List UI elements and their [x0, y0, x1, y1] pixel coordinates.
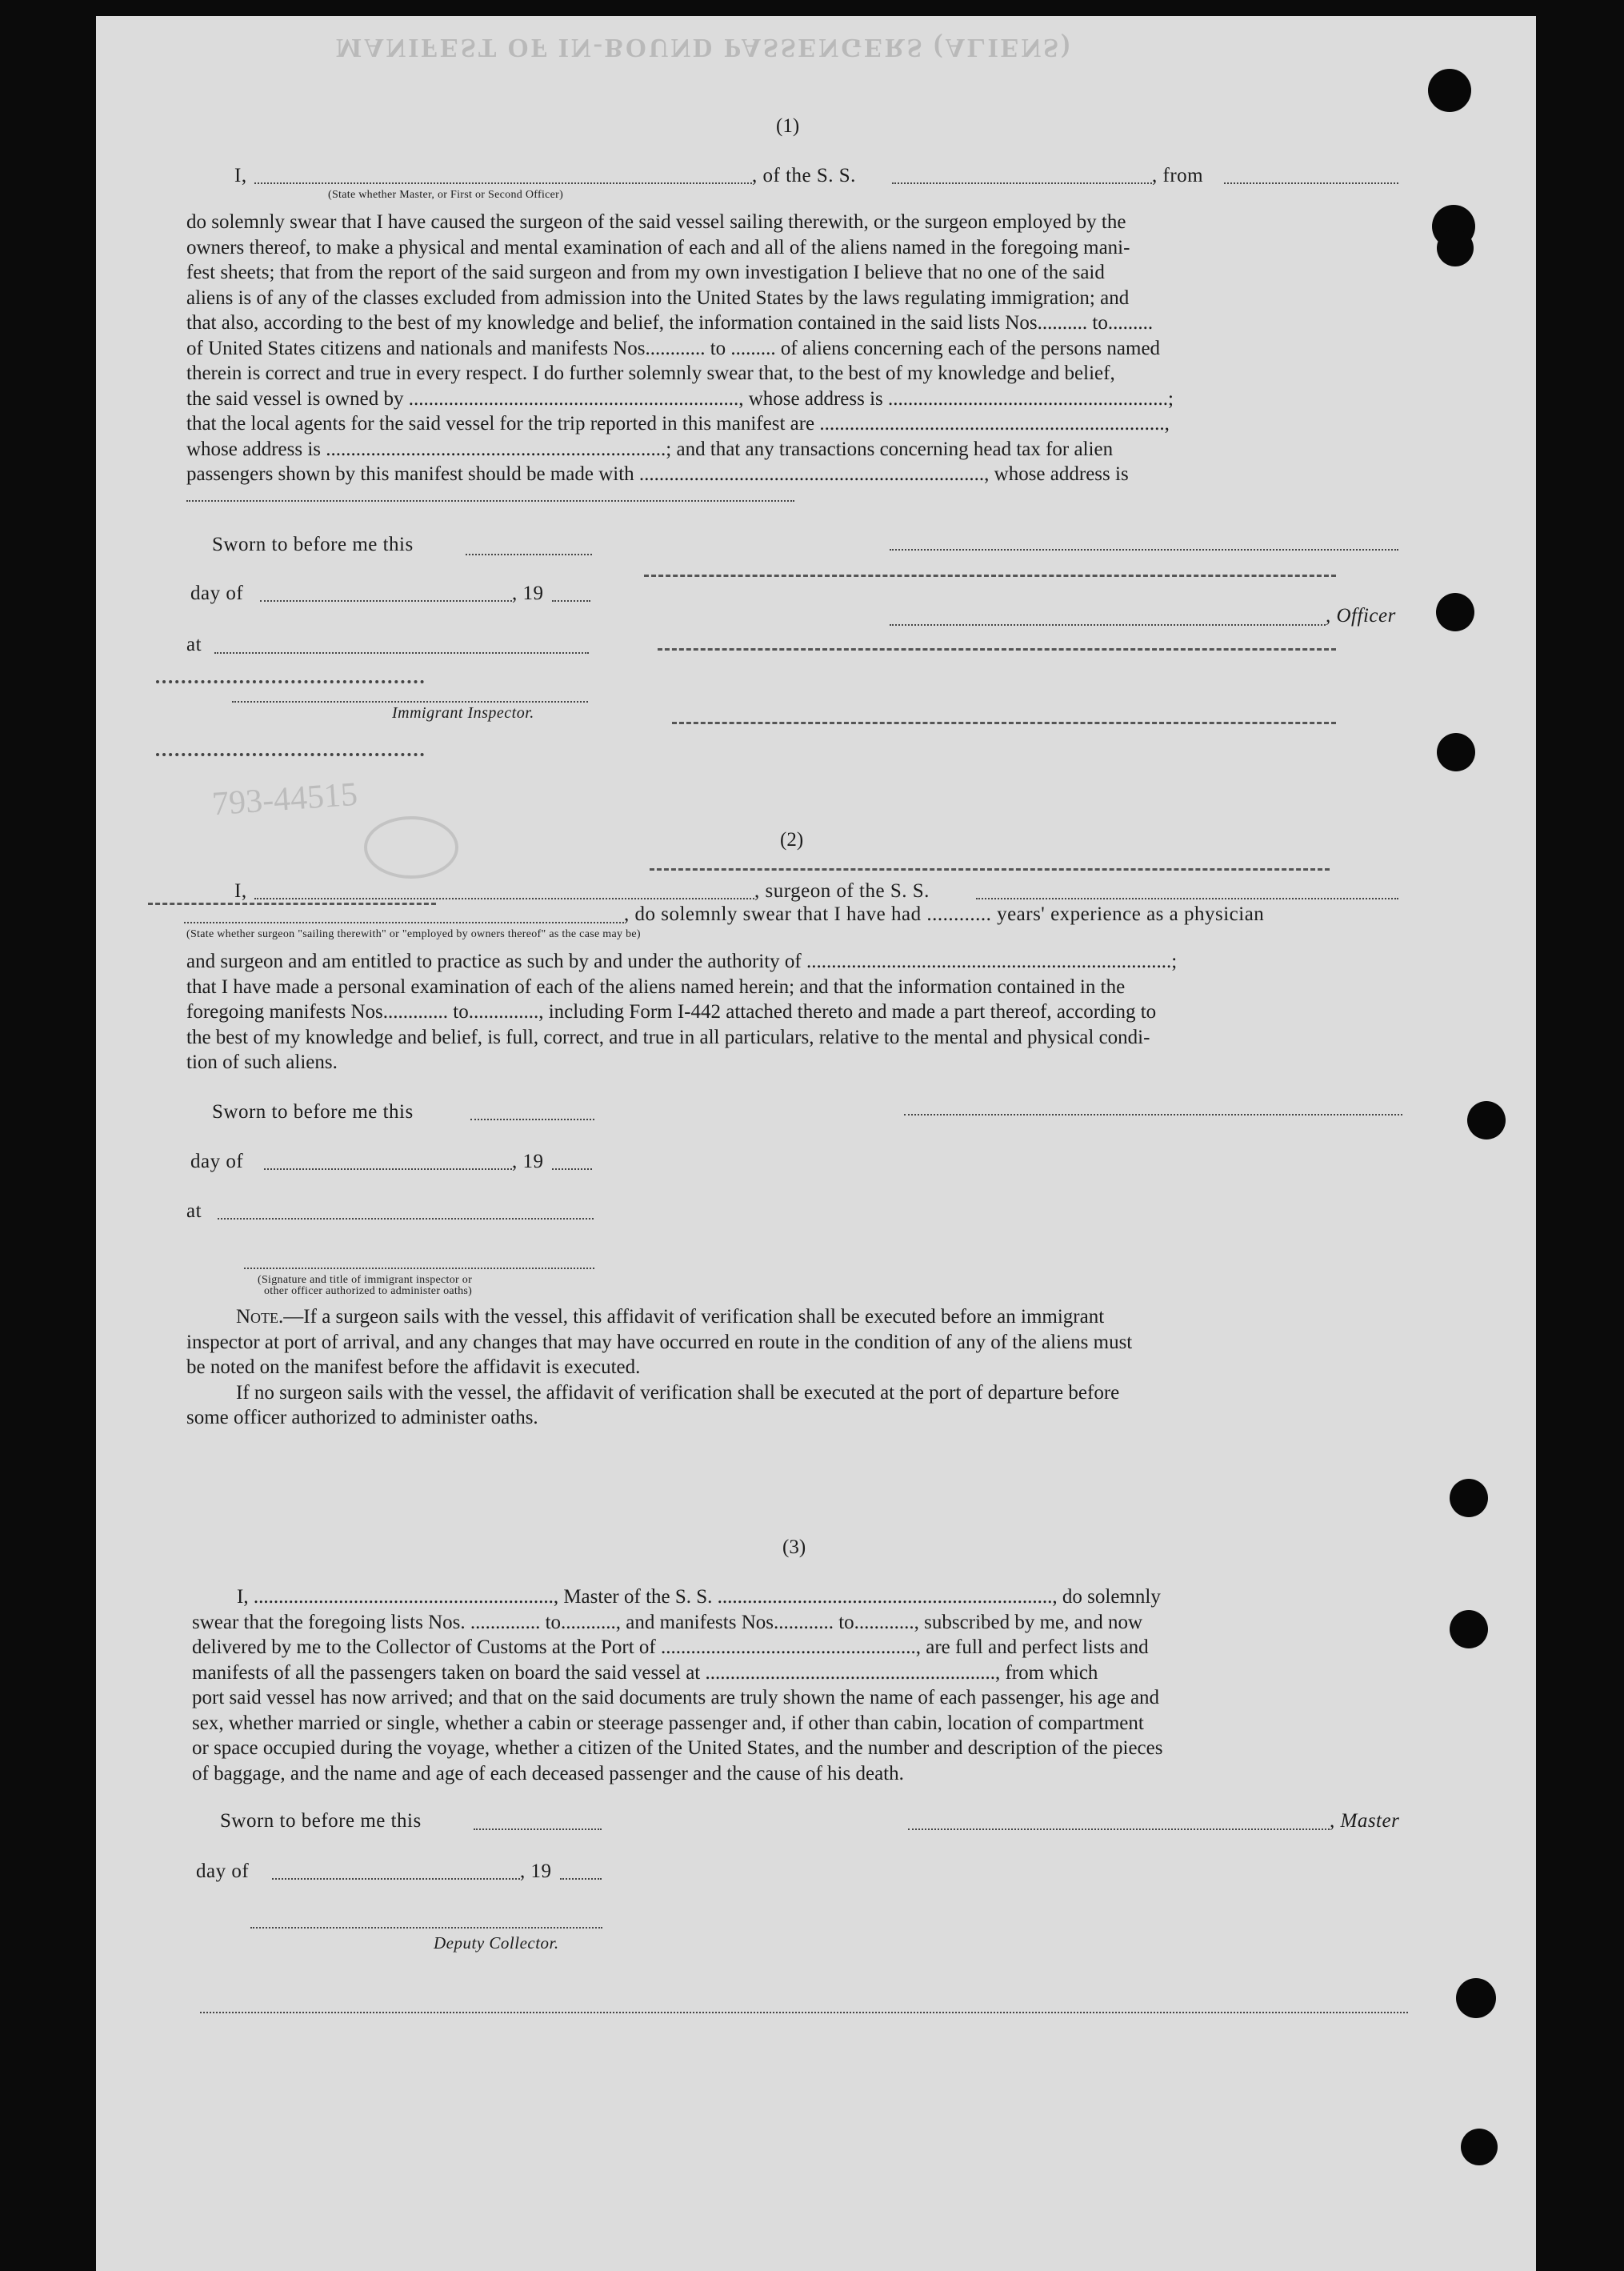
s1-at-blank[interactable] — [214, 652, 589, 654]
text-line: aliens is of any of the classes excluded from admission into the United States by the laws regulating immigration; and — [186, 286, 1130, 309]
text-line: some officer authorized to administer oaths. — [186, 1407, 538, 1428]
text-line: that also, according to the best of my knowledge and belief, the information contained in the said lists Nos.......... to......... — [186, 312, 1154, 334]
s2-day-of: day of — [190, 1151, 244, 1172]
text-line: owners thereof, to make a physical and mental examination of each and all of the aliens named in the foregoing mani- — [186, 236, 1130, 258]
text-line: foregoing manifests Nos............. to.............., including Form I-442 attached thereto and made a part thereof, according to — [186, 1001, 1157, 1023]
text-line: of United States citizens and nationals and manifests Nos............ to ......... of aliens concerning each of the persons named — [186, 337, 1161, 359]
s2-vessel-blank[interactable] — [976, 898, 1398, 899]
s2-line2: , do solemnly swear that I have had ............ years' experience as a physician — [624, 903, 1265, 925]
s3-deputy-signature-blank[interactable] — [250, 1927, 602, 1929]
note-label: Note. — [236, 1306, 284, 1328]
s2-dash-line — [650, 868, 1330, 871]
s1-inspector-label: Immigrant Inspector. — [392, 704, 534, 722]
text-line: of baggage, and the name and age of each deceased passenger and the cause of his death. — [192, 1762, 904, 1784]
s1-year-blank[interactable] — [552, 600, 590, 602]
s2-signature-blank[interactable] — [904, 1114, 1402, 1115]
s1-vessel-blank[interactable] — [892, 182, 1152, 184]
s1-signature-blank[interactable] — [890, 549, 1398, 551]
s1-from-blank[interactable] — [1224, 182, 1398, 184]
s3-deputy-label: Deputy Collector. — [434, 1933, 559, 1953]
s3-master-label: , Master — [1330, 1810, 1400, 1832]
text-line: that the local agents for the said vessel for the trip reported in this manifest are ....................................................................., — [186, 413, 1170, 435]
s2-i: I, — [234, 880, 247, 902]
punch-hole — [1450, 1610, 1488, 1648]
text-line: tion of such aliens. — [186, 1051, 338, 1073]
s1-officer-blank[interactable] — [890, 624, 1326, 626]
s1-day-of: day of — [190, 583, 244, 604]
s2-sworn: Sworn to before me this — [212, 1101, 414, 1123]
punch-hole — [1428, 69, 1471, 112]
text-line: the said vessel is owned by .................................................................., whose address is ........................................................; — [186, 387, 1174, 410]
bleed-through-stamp: 793-44515 — [210, 775, 359, 823]
s1-officer-label: , Officer — [1326, 605, 1396, 627]
s2-dash-line — [148, 903, 436, 905]
s1-at: at — [186, 634, 202, 655]
text-line: passengers shown by this manifest should be made with ....................................................................., whose address is — [186, 463, 1129, 485]
s1-address-blank[interactable] — [186, 500, 794, 502]
s2-year-blank[interactable] — [552, 1168, 592, 1170]
s2-surgeon-name-blank[interactable] — [254, 898, 754, 899]
s1-from: , from — [1152, 165, 1204, 186]
punch-hole — [1436, 593, 1474, 631]
s1-i: I, — [234, 165, 247, 186]
bleed-through-header: MANIFEST OF IN-BOUND PASSENGERS (ALIENS) — [336, 33, 1073, 62]
s3-year-blank[interactable] — [560, 1878, 602, 1880]
punch-hole — [1467, 1101, 1506, 1140]
s1-day-blank[interactable] — [260, 600, 512, 602]
bleed-through-circle — [364, 816, 458, 879]
s2-surgeon-of: , surgeon of the S. S. — [754, 880, 930, 902]
s1-officer-name-blank[interactable] — [254, 182, 752, 184]
s1-sworn-blank[interactable] — [466, 554, 592, 555]
s2-note — [186, 1304, 1404, 1431]
s3-sworn-blank[interactable] — [474, 1828, 602, 1830]
text-line: If no surgeon sails with the vessel, the affidavit of verification shall be executed at the port of departure before — [236, 1381, 1120, 1404]
punch-hole — [1456, 1978, 1496, 2018]
text-line: the best of my knowledge and belief, is full, correct, and true in all particulars, relative to the mental and physical condi- — [186, 1026, 1150, 1048]
text-line: I, ............................................................, Master of the S. S. ..................................................................., do solemnly — [237, 1586, 1161, 1608]
s1-year: , 19 — [512, 583, 544, 604]
punch-hole — [1450, 1479, 1488, 1517]
s2-surgeon-status-blank[interactable] — [184, 922, 624, 923]
text-line: therein is correct and true in every respect. I do further solemnly swear that, to the best of my knowledge and belief, — [186, 362, 1115, 384]
note-first-line — [186, 1304, 1404, 1330]
s1-dash-line — [658, 648, 1336, 651]
s3-master-blank[interactable] — [908, 1828, 1330, 1830]
note-dash: — — [283, 1306, 304, 1328]
text-line: If a surgeon sails with the vessel, this affidavit of verification shall be executed before an immigrant — [303, 1306, 1105, 1328]
s3-day-of: day of — [196, 1860, 250, 1882]
text-line: do solemnly swear that I have caused the surgeon of the said vessel sailing therewith, or the surgeon employed by the — [186, 211, 1126, 233]
s2-status-note: (State whether surgeon "sailing therewith" or "employed by owners thereof" as the case may be) — [186, 928, 641, 940]
s1-officer-note: (State whether Master, or First or Second Officer) — [328, 189, 564, 201]
s2-day-blank[interactable] — [264, 1168, 512, 1170]
text-line: whose address is ....................................................................; and that any transactions concerning head tax for alien — [186, 438, 1114, 460]
section-1-number: (1) — [776, 115, 800, 137]
s1-of-ss: , of the S. S. — [752, 165, 856, 186]
text-line: sex, whether married or single, whether a cabin or steerage passenger and, if other than cabin, location of compartment — [192, 1712, 1144, 1734]
punch-hole — [1461, 2129, 1498, 2165]
text-line: and surgeon and am entitled to practice as such by and under the authority of .........................................................................; — [186, 951, 1178, 972]
s1-dash-line — [644, 575, 1336, 577]
text-line: that I have made a personal examination of each of the aliens named herein; and that the information contained in the — [186, 975, 1126, 998]
s3-paragraph — [192, 1584, 1408, 1786]
s2-signature-note-1: (Signature and title of immigrant inspector or — [258, 1274, 473, 1286]
punch-hole — [1437, 733, 1475, 771]
s2-signature-note-2: other officer authorized to administer oaths) — [264, 1285, 473, 1297]
section-3-number: (3) — [782, 1536, 806, 1558]
punch-hole — [1437, 230, 1474, 266]
s1-dash-line — [672, 722, 1336, 724]
s2-at-blank[interactable] — [218, 1218, 594, 1220]
s3-day-blank[interactable] — [272, 1878, 520, 1880]
text-line: inspector at port of arrival, and any changes that may have occurred en route in the condition of any of the aliens must — [186, 1331, 1133, 1353]
s1-inspector-blank[interactable] — [232, 701, 588, 703]
text-line: or space occupied during the voyage, whether a citizen of the United States, and the number and description of the pieces — [192, 1737, 1163, 1759]
text-line: fest sheets; that from the report of the said surgeon and from my own investigation I believe that no one of the said — [186, 262, 1105, 283]
s2-inspector-signature-blank[interactable] — [244, 1268, 594, 1269]
s1-sworn: Sworn to before me this — [212, 534, 414, 555]
s3-sworn: Sworn to before me this — [220, 1810, 422, 1832]
bottom-rule — [200, 2012, 1408, 2013]
s2-paragraph — [186, 949, 1402, 1075]
text-line: port said vessel has now arrived; and that on the said documents are truly shown the name of each passenger, his age and — [192, 1687, 1160, 1708]
text-line: manifests of all the passengers taken on board the said vessel at .........................................................., from which — [192, 1661, 1098, 1684]
s1-paragraph — [186, 210, 1402, 487]
s2-sworn-blank[interactable] — [470, 1119, 594, 1120]
text-line: be noted on the manifest before the affidavit is executed. — [186, 1356, 641, 1378]
section-2-number: (2) — [780, 829, 804, 851]
s1-margin-dots — [156, 753, 424, 756]
s3-year: , 19 — [520, 1860, 552, 1882]
s2-at: at — [186, 1200, 202, 1222]
text-line: delivered by me to the Collector of Customs at the Port of ..................................................., are full and perfect lists and — [192, 1636, 1149, 1658]
s2-year: , 19 — [512, 1151, 544, 1172]
text-line: swear that the foregoing lists Nos. .............. to..........., and manifests Nos............ to............, subscribed by me, and now — [192, 1611, 1143, 1633]
s1-margin-dots — [156, 680, 424, 683]
